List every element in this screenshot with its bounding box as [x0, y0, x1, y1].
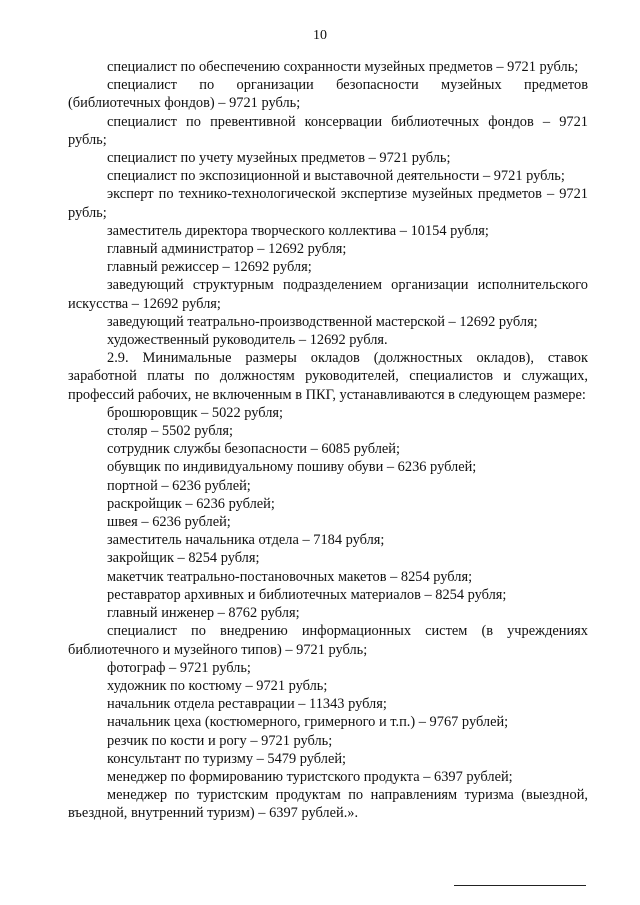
list-item: менеджер по формированию туристского продукта – 6397 рублей; — [107, 768, 513, 785]
list-item: обувщик по индивидуальному пошиву обуви – 6236 рублей; — [107, 459, 477, 476]
list-item: художник по костюму – 9721 рубль; — [107, 677, 328, 694]
list-item: брошюровщик – 5022 рубля; — [107, 404, 284, 421]
list-item: начальник цеха (костюмерного, гримерного и т.п.) – 9767 рублей; — [107, 714, 509, 731]
list-item: специалист по превентивной консервации библиотечных фондов – 9721 рубль; — [68, 113, 588, 148]
list-item: реставратор архивных и библиотечных материалов – 8254 рубля; — [107, 586, 507, 603]
list-item: столяр – 5502 рубля; — [107, 423, 234, 440]
list-item: эксперт по технико-технологической экспертизе музейных предметов – 9721 рубль; — [68, 186, 588, 221]
list-item: заведующий театрально-производственной мастерской – 12692 рубля; — [107, 313, 538, 330]
list-item: художественный руководитель – 12692 рубля. — [107, 332, 388, 349]
list-item: раскройщик – 6236 рублей; — [107, 495, 275, 512]
list-item: главный режиссер – 12692 рубля; — [107, 259, 312, 276]
list-item: фотограф – 9721 рубль; — [107, 659, 251, 676]
list-item: резчик по кости и рогу – 9721 рубль; — [107, 732, 333, 749]
list-item: консультант по туризму – 5479 рублей; — [107, 750, 347, 767]
list-item: менеджер по туристским продуктам по направлениям туризма (выездной, въездной, внутренний туризм) – 6397 рублей.». — [68, 787, 588, 822]
list-item: специалист по обеспечению сохранности музейных предметов – 9721 рубль; — [107, 59, 579, 75]
list-item: главный администратор – 12692 рубля; — [107, 241, 347, 258]
list-item: макетчик театрально-постановочных макетов – 8254 рубля; — [107, 568, 473, 585]
footer-divider — [454, 885, 586, 886]
list-item: заведующий структурным подразделением организации исполнительского искусства – 12692 рубля; — [68, 277, 588, 312]
list-item: специалист по организации безопасности музейных предметов (библиотечных фондов) – 9721 рубль; — [68, 77, 588, 112]
list-item: специалист по экспозиционной и выставочной деятельности – 9721 рубль; — [107, 168, 565, 185]
list-item: специалист по внедрению информационных систем (в учреждениях библиотечного и музейного типов) – 9721 рубль; — [68, 623, 588, 658]
list-item: сотрудник службы безопасности – 6085 рублей; — [107, 441, 400, 458]
list-item: специалист по учету музейных предметов – 9721 рубль; — [107, 150, 451, 167]
list-item: швея – 6236 рублей; — [107, 514, 231, 531]
section-paragraph-2-9: 2.9. Минимальные размеры окладов (должностных окладов), ставок заработной платы по должностям руководителей, специалистов и служащих, профессий рабочих, не включенным в ПКГ, устанавливаются в следующем размере: — [68, 350, 588, 403]
page-number: 10 — [313, 28, 327, 43]
list-item: закройщик – 8254 рубля; — [107, 550, 260, 567]
list-item: начальник отдела реставрации – 11343 рубля; — [107, 696, 387, 713]
document-body — [68, 58, 588, 823]
list-item: заместитель начальника отдела – 7184 рубля; — [107, 532, 385, 549]
list-item: заместитель директора творческого коллектива – 10154 рубля; — [107, 222, 489, 239]
list-item: портной – 6236 рублей; — [107, 477, 251, 494]
list-item: главный инженер – 8762 рубля; — [107, 605, 300, 622]
